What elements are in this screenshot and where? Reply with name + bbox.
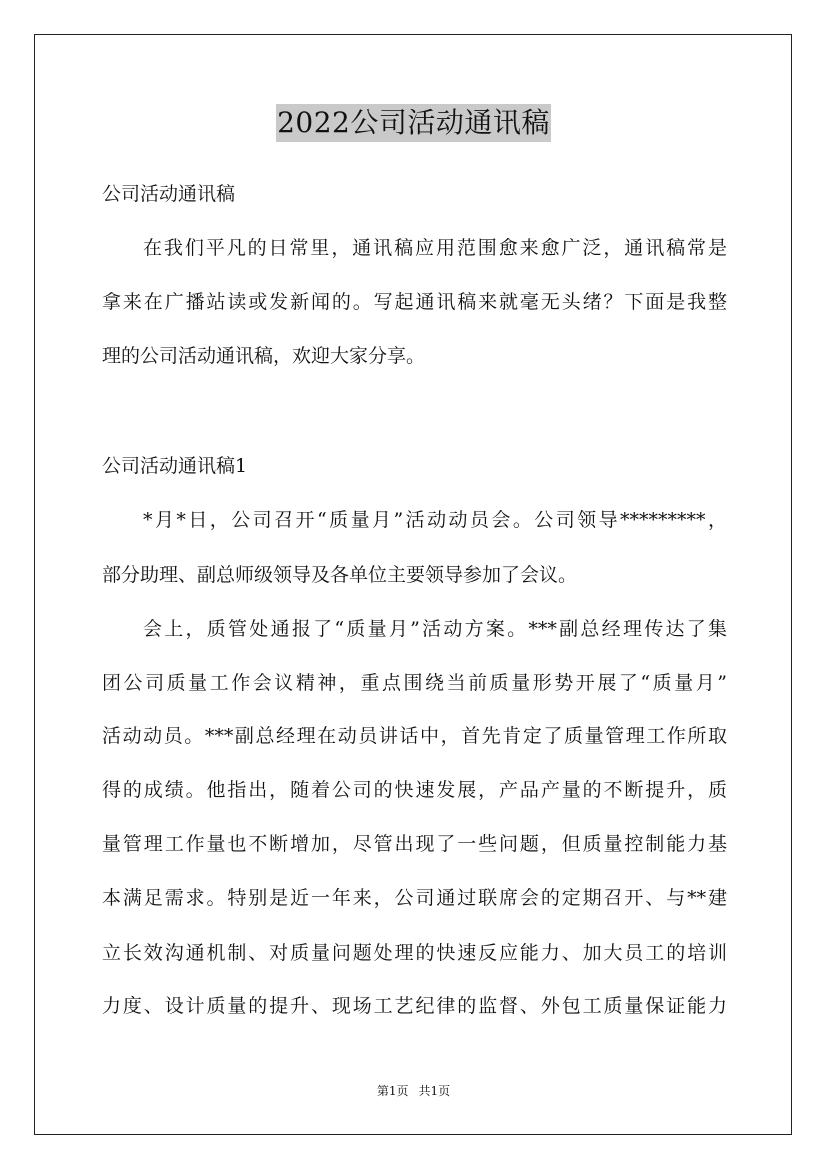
paragraph-line: 团公司质量工作会议精神，重点围绕当前质量形势开展了“质量月” [102,672,727,694]
paragraph-line: *月*日，公司召开“质量月”活动动员会。公司领导*********， [143,509,727,531]
paragraph-line: 力度、设计质量的提升、现场工艺纪律的监督、外包工质量保证能力 [102,995,727,1017]
paragraph-line: 本满足需求。特别是近一年来，公司通过联席会的定期召开、与**建 [102,887,727,909]
paragraph-line: 部分助理、副总师级领导及各单位主要领导参加了会议。 [102,564,578,586]
document-title: 2022公司活动通讯稿 [276,104,551,142]
page-total: 共1页 [418,1084,451,1098]
intro-line: 在我们平凡的日常里，通讯稿应用范围愈来愈广泛，通讯稿常是 [143,237,727,259]
paragraph-line: 立长效沟通机制、对质量问题处理的快速反应能力、加大员工的培训 [102,942,727,964]
paragraph-line: 活动动员。***副总经理在动员讲话中，首先肯定了质量管理工作所取 [102,725,727,747]
intro-heading: 公司活动通讯稿 [102,183,236,205]
page-number: 第1页 [376,1084,409,1098]
paragraph-line: 得的成绩。他指出，随着公司的快速发展，产品产量的不断提升，质 [102,779,727,801]
intro-line: 拿来在广播站读或发新闻的。写起通讯稿来就毫无头绪？下面是我整 [102,291,727,313]
paragraph-line: 量管理工作量也不断增加，尽管出现了一些问题，但质量控制能力基 [102,833,727,855]
intro-line: 理的公司活动通讯稿，欢迎大家分享。 [102,345,426,367]
section-heading: 公司活动通讯稿1 [102,455,248,477]
paragraph-line: 会上，质管处通报了“质量月”活动方案。***副总经理传达了集 [143,618,727,640]
title-area [0,104,827,142]
page-footer [0,1083,827,1099]
